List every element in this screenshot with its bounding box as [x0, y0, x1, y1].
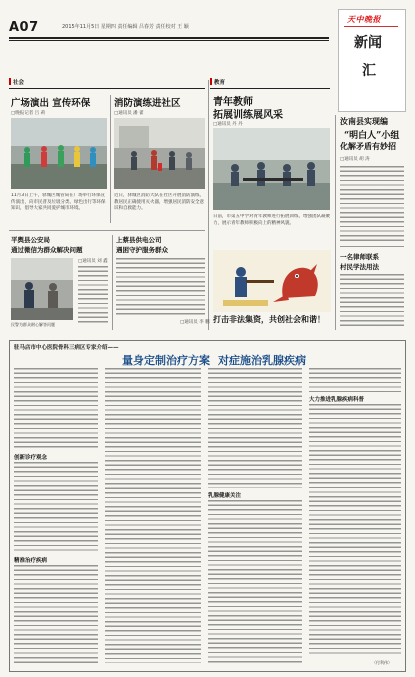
story6-byline: □通讯员 李 鹏: [180, 320, 210, 325]
feature-column-3: [208, 368, 302, 488]
story3-photo: [213, 128, 330, 210]
story5-headline: 平舆县公安局: [11, 236, 50, 244]
story4-body: [340, 166, 404, 241]
story6-body: [116, 258, 205, 316]
story2-photo: [114, 118, 205, 189]
feature-column-4b: [309, 404, 401, 656]
feature-column-1: [14, 368, 98, 450]
feature-column-1c: [14, 565, 98, 663]
story7-headline: 一名律师联系: [340, 253, 379, 261]
story4-headline-2: “明白人”小组: [344, 131, 400, 141]
section-rule-left: [9, 88, 205, 89]
story-rule: [340, 246, 404, 247]
story1-headline: 广场演出 宣传环保: [11, 98, 91, 109]
story1-byline: □晚报记者 吕 莉: [11, 111, 46, 116]
date-line: 2015年11月5日 星期四 责任编辑 吕春芳 责任校对 王 颖: [62, 24, 189, 30]
story3-headline: 青年教师: [213, 97, 253, 108]
column-rule: [112, 235, 113, 330]
story7-body: [340, 274, 404, 328]
feature-subhead-3: 乳腺健康关注: [208, 493, 242, 499]
feature-headline-part1: 量身定制治疗方案: [122, 354, 210, 367]
section-marker: [9, 78, 11, 85]
story3-headline-2: 拓展训练展风采: [213, 110, 283, 121]
story1-photo: [11, 118, 107, 189]
story5-byline: □通讯员 刘 鑫: [78, 259, 108, 264]
section-rule-right: [210, 88, 330, 89]
page-number: A07: [9, 20, 39, 35]
story3-caption: 日前，市第五中学对青年教师进行拓展训练，增强团队凝聚力，展示青年教师积极向上的精神风貌。: [213, 214, 330, 226]
story5-caption: 民警为群众耐心解答问题: [11, 322, 55, 327]
row-rule: [9, 230, 205, 231]
story3-byline: □通讯员 丹 丹: [213, 122, 243, 127]
column-rule: [208, 80, 209, 330]
cartoon-illustration: [213, 250, 331, 312]
feature-headline: [122, 352, 306, 368]
section-label-right: 教育: [214, 80, 226, 86]
story4-byline: □通讯员 胡 涛: [340, 157, 370, 162]
header-rule: [9, 37, 329, 39]
column-rule: [110, 95, 111, 223]
feature-signature: （付利伟）: [372, 660, 392, 665]
story6-headline-2: 遇困守护服务群众: [116, 246, 168, 254]
feature-kicker: 驻马店市中心医院骨科三病区专家介绍——: [14, 345, 119, 351]
section-title-line1: 新闻: [354, 35, 382, 51]
story7-headline-2: 村民学法用法: [340, 263, 379, 271]
section-marker: [210, 78, 212, 85]
feature-subhead-1: 创新诊疗观念: [14, 455, 48, 461]
story5-headline-2: 通过微信为群众解决问题: [11, 246, 83, 254]
story2-byline: □通讯员 潘 翟: [114, 111, 144, 116]
cartoon-caption: 打击非法集资，共创社会和谐！: [213, 314, 325, 324]
story2-caption: 近日，驿城区消防大队在社区开展消防演练，教居民正确使用灭火器，增强居民消防安全意识和自救能力。: [114, 193, 204, 211]
cartoon-caption-box: [213, 314, 331, 329]
feature-column-1b: [14, 462, 98, 552]
story4-headline: 汝南县实现编: [340, 116, 388, 126]
story5-photo: [11, 258, 73, 320]
masthead-rule: [344, 26, 398, 27]
story4-headline-3: 化解矛盾有妙招: [340, 141, 396, 151]
section-label-left: 社会: [13, 80, 25, 86]
feature-column-3b: [208, 500, 302, 663]
story6-headline: 上蔡县供电公司: [116, 236, 162, 244]
header-rule-thin: [9, 40, 329, 41]
story1-caption: 11月3日上午，驿城区城管局在广场举行环保宣传演出，向市民普及垃圾分类、绿色出行等环保知识，倡导大家共同爱护城市环境。: [11, 193, 106, 211]
story2-headline: 消防演练进社区: [114, 98, 181, 109]
feature-subhead-4: 大力推进乳腺疾病科普: [309, 397, 365, 403]
column-rule: [335, 115, 336, 330]
feature-column-2: [105, 368, 201, 663]
feature-column-4: [309, 368, 401, 392]
story5-body: [78, 266, 108, 324]
feature-subhead-2: 精准治疗疾病: [14, 558, 48, 564]
brand-logo: 天中晚报: [347, 15, 381, 24]
feature-headline-part2: 对症施治乳腺疾病: [218, 354, 306, 367]
section-title-line2: 汇: [362, 63, 376, 79]
